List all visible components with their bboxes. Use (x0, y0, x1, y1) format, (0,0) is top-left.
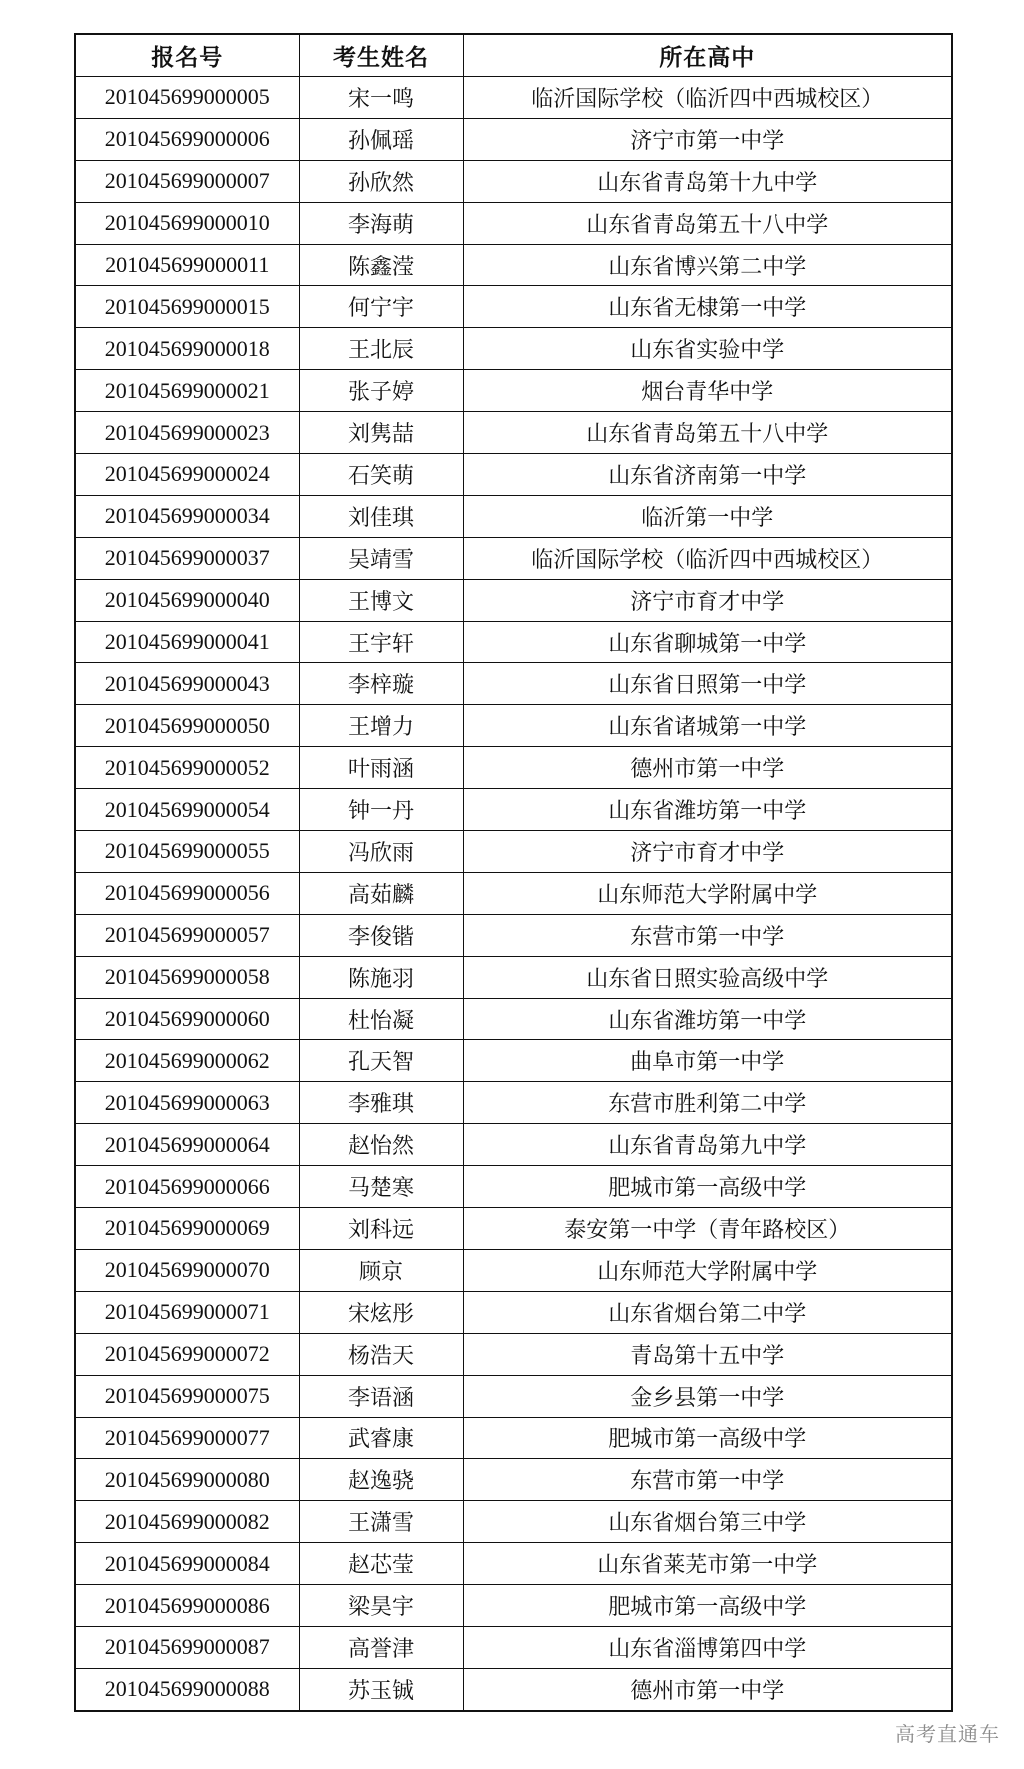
table-row (75, 1585, 952, 1627)
registration-number-cell: 201045699000086 (75, 1585, 299, 1627)
registration-number-cell: 201045699000010 (75, 202, 299, 244)
high-school-cell: 山东省济南第一中学 (463, 454, 952, 496)
table-row (75, 1459, 952, 1501)
registration-number-cell: 201045699000052 (75, 747, 299, 789)
table-row (75, 495, 952, 537)
table-row (75, 286, 952, 328)
high-school-cell: 临沂国际学校（临沂四中西城校区） (463, 537, 952, 579)
table-row (75, 202, 952, 244)
high-school-cell: 德州市第一中学 (463, 747, 952, 789)
header-high-school: 所在高中 (463, 34, 952, 77)
registration-number-cell: 201045699000069 (75, 1208, 299, 1250)
registration-number-cell: 201045699000054 (75, 789, 299, 831)
high-school-cell: 济宁市育才中学 (463, 579, 952, 621)
student-name-cell: 宋一鸣 (299, 77, 463, 119)
table-row (75, 621, 952, 663)
student-name-cell: 李语涵 (299, 1375, 463, 1417)
high-school-cell: 山东省青岛第五十八中学 (463, 202, 952, 244)
registration-number-cell: 201045699000066 (75, 1166, 299, 1208)
registration-number-cell: 201045699000057 (75, 914, 299, 956)
registration-number-cell: 201045699000050 (75, 705, 299, 747)
header-registration-number: 报名号 (75, 34, 299, 77)
student-name-cell: 王北辰 (299, 328, 463, 370)
student-name-cell: 刘佳琪 (299, 495, 463, 537)
student-name-cell: 石笑萌 (299, 454, 463, 496)
table-row (75, 1291, 952, 1333)
registration-number-cell: 201045699000080 (75, 1459, 299, 1501)
roster-sheet (74, 33, 951, 1712)
registration-number-cell: 201045699000063 (75, 1082, 299, 1124)
student-name-cell: 冯欣雨 (299, 831, 463, 873)
registration-number-cell: 201045699000043 (75, 663, 299, 705)
watermark-text: 高考直通车 (895, 1722, 1000, 1746)
student-name-cell: 宋炫彤 (299, 1291, 463, 1333)
high-school-cell: 青岛第十五中学 (463, 1333, 952, 1375)
table-row (75, 77, 952, 119)
student-name-cell: 王宇轩 (299, 621, 463, 663)
student-name-cell: 叶雨涵 (299, 747, 463, 789)
table-row (75, 412, 952, 454)
high-school-cell: 曲阜市第一中学 (463, 1040, 952, 1082)
registration-number-cell: 201045699000024 (75, 454, 299, 496)
table-row (75, 998, 952, 1040)
high-school-cell: 山东省日照第一中学 (463, 663, 952, 705)
table-row (75, 1082, 952, 1124)
high-school-cell: 山东省潍坊第一中学 (463, 998, 952, 1040)
registration-number-cell: 201045699000084 (75, 1543, 299, 1585)
table-header-row (75, 34, 952, 77)
student-name-cell: 李海萌 (299, 202, 463, 244)
student-name-cell: 陈施羽 (299, 956, 463, 998)
table-body (75, 77, 952, 1711)
high-school-cell: 山东师范大学附属中学 (463, 1249, 952, 1291)
table-row (75, 1166, 952, 1208)
high-school-cell: 山东省无棣第一中学 (463, 286, 952, 328)
registration-number-cell: 201045699000060 (75, 998, 299, 1040)
high-school-cell: 东营市胜利第二中学 (463, 1082, 952, 1124)
student-name-cell: 顾京 (299, 1249, 463, 1291)
student-name-cell: 刘隽喆 (299, 412, 463, 454)
high-school-cell: 山东省烟台第二中学 (463, 1291, 952, 1333)
high-school-cell: 山东省烟台第三中学 (463, 1501, 952, 1543)
high-school-cell: 金乡县第一中学 (463, 1375, 952, 1417)
student-name-cell: 杜怡凝 (299, 998, 463, 1040)
header-student-name: 考生姓名 (299, 34, 463, 77)
table-row (75, 370, 952, 412)
high-school-cell: 山东省青岛第十九中学 (463, 160, 952, 202)
student-name-cell: 张子婷 (299, 370, 463, 412)
student-name-cell: 赵芯莹 (299, 1543, 463, 1585)
high-school-cell: 山东省日照实验高级中学 (463, 956, 952, 998)
registration-number-cell: 201045699000072 (75, 1333, 299, 1375)
student-name-cell: 钟一丹 (299, 789, 463, 831)
table-row (75, 1626, 952, 1668)
registration-number-cell: 201045699000005 (75, 77, 299, 119)
student-name-cell: 赵怡然 (299, 1124, 463, 1166)
registration-number-cell: 201045699000034 (75, 495, 299, 537)
table-row (75, 118, 952, 160)
table-row (75, 454, 952, 496)
high-school-cell: 东营市第一中学 (463, 1459, 952, 1501)
high-school-cell: 临沂第一中学 (463, 495, 952, 537)
high-school-cell: 山东省青岛第五十八中学 (463, 412, 952, 454)
high-school-cell: 德州市第一中学 (463, 1668, 952, 1710)
student-name-cell: 高誉津 (299, 1626, 463, 1668)
table-row (75, 914, 952, 956)
registration-number-cell: 201045699000071 (75, 1291, 299, 1333)
student-name-cell: 李雅琪 (299, 1082, 463, 1124)
high-school-cell: 山东省青岛第九中学 (463, 1124, 952, 1166)
registration-number-cell: 201045699000064 (75, 1124, 299, 1166)
student-name-cell: 王潇雪 (299, 1501, 463, 1543)
high-school-cell: 山东省莱芜市第一中学 (463, 1543, 952, 1585)
registration-number-cell: 201045699000070 (75, 1249, 299, 1291)
registration-number-cell: 201045699000018 (75, 328, 299, 370)
registration-number-cell: 201045699000087 (75, 1626, 299, 1668)
registration-number-cell: 201045699000041 (75, 621, 299, 663)
student-name-cell: 孙欣然 (299, 160, 463, 202)
registration-number-cell: 201045699000062 (75, 1040, 299, 1082)
student-name-cell: 陈鑫滢 (299, 244, 463, 286)
table-row (75, 1040, 952, 1082)
high-school-cell: 山东省博兴第二中学 (463, 244, 952, 286)
student-name-cell: 孔天智 (299, 1040, 463, 1082)
registration-number-cell: 201045699000007 (75, 160, 299, 202)
table-row (75, 1375, 952, 1417)
registration-number-cell: 201045699000082 (75, 1501, 299, 1543)
high-school-cell: 肥城市第一高级中学 (463, 1585, 952, 1627)
registration-number-cell: 201045699000088 (75, 1668, 299, 1710)
high-school-cell: 肥城市第一高级中学 (463, 1417, 952, 1459)
table-row (75, 1249, 952, 1291)
student-name-cell: 武睿康 (299, 1417, 463, 1459)
registration-number-cell: 201045699000077 (75, 1417, 299, 1459)
registration-number-cell: 201045699000058 (75, 956, 299, 998)
table-row (75, 160, 952, 202)
student-name-cell: 王增力 (299, 705, 463, 747)
student-name-cell: 何宁宇 (299, 286, 463, 328)
table-row (75, 1543, 952, 1585)
table-row (75, 1124, 952, 1166)
registration-number-cell: 201045699000015 (75, 286, 299, 328)
admission-roster-table (74, 33, 953, 1712)
registration-number-cell: 201045699000011 (75, 244, 299, 286)
table-row (75, 537, 952, 579)
table-row (75, 328, 952, 370)
table-row (75, 956, 952, 998)
high-school-cell: 烟台青华中学 (463, 370, 952, 412)
table-row (75, 789, 952, 831)
table-row (75, 705, 952, 747)
table-row (75, 747, 952, 789)
registration-number-cell: 201045699000037 (75, 537, 299, 579)
table-row (75, 872, 952, 914)
high-school-cell: 山东省聊城第一中学 (463, 621, 952, 663)
table-row (75, 663, 952, 705)
high-school-cell: 山东省淄博第四中学 (463, 1626, 952, 1668)
student-name-cell: 李梓璇 (299, 663, 463, 705)
high-school-cell: 济宁市育才中学 (463, 831, 952, 873)
table-row (75, 1417, 952, 1459)
high-school-cell: 山东省实验中学 (463, 328, 952, 370)
registration-number-cell: 201045699000023 (75, 412, 299, 454)
high-school-cell: 山东省诸城第一中学 (463, 705, 952, 747)
table-row (75, 1208, 952, 1250)
student-name-cell: 孙佩瑶 (299, 118, 463, 160)
student-name-cell: 杨浩天 (299, 1333, 463, 1375)
high-school-cell: 泰安第一中学（青年路校区） (463, 1208, 952, 1250)
student-name-cell: 苏玉铖 (299, 1668, 463, 1710)
high-school-cell: 东营市第一中学 (463, 914, 952, 956)
student-name-cell: 马楚寒 (299, 1166, 463, 1208)
table-row (75, 579, 952, 621)
student-name-cell: 梁昊宇 (299, 1585, 463, 1627)
high-school-cell: 山东省潍坊第一中学 (463, 789, 952, 831)
student-name-cell: 王博文 (299, 579, 463, 621)
table-row (75, 244, 952, 286)
student-name-cell: 吴靖雪 (299, 537, 463, 579)
student-name-cell: 刘科远 (299, 1208, 463, 1250)
registration-number-cell: 201045699000006 (75, 118, 299, 160)
registration-number-cell: 201045699000040 (75, 579, 299, 621)
high-school-cell: 肥城市第一高级中学 (463, 1166, 952, 1208)
table-row (75, 1668, 952, 1710)
registration-number-cell: 201045699000055 (75, 831, 299, 873)
high-school-cell: 济宁市第一中学 (463, 118, 952, 160)
high-school-cell: 山东师范大学附属中学 (463, 872, 952, 914)
table-row (75, 1501, 952, 1543)
student-name-cell: 高茹麟 (299, 872, 463, 914)
registration-number-cell: 201045699000056 (75, 872, 299, 914)
table-row (75, 831, 952, 873)
registration-number-cell: 201045699000075 (75, 1375, 299, 1417)
high-school-cell: 临沂国际学校（临沂四中西城校区） (463, 77, 952, 119)
registration-number-cell: 201045699000021 (75, 370, 299, 412)
student-name-cell: 赵逸骁 (299, 1459, 463, 1501)
table-row (75, 1333, 952, 1375)
student-name-cell: 李俊锴 (299, 914, 463, 956)
